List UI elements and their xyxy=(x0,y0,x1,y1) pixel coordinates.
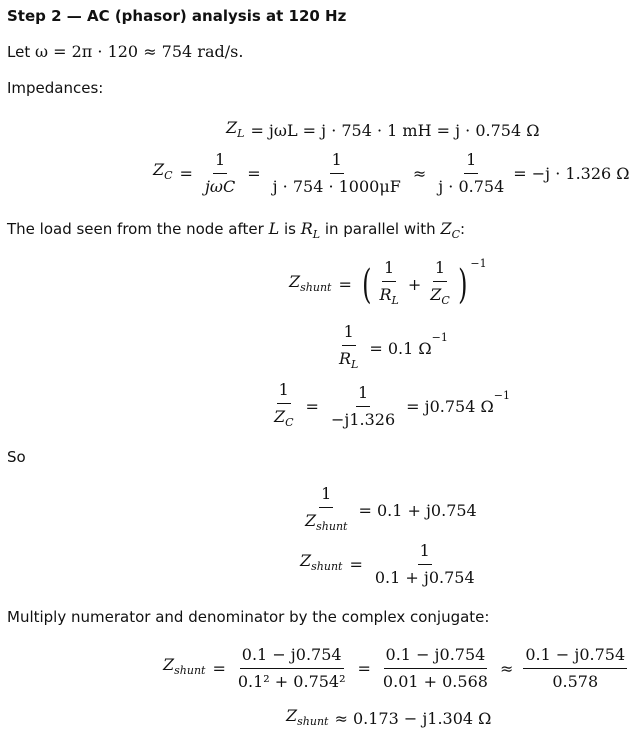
inverse-zshunt-equation: $\frac{1}{Z_{shunt}}$ = 0.1 + j0.754 xyxy=(300,484,477,537)
zshunt-symbol: $Z_{shunt}$ xyxy=(289,271,332,294)
zc-fraction-2: $\frac{1}{j \cdot 754 \cdot 1000\mu F}$ xyxy=(272,150,401,196)
zshunt-equation: $Z_{shunt}$ = $\frac{1}{0.1 + j0.754}$ xyxy=(300,541,475,587)
inverse-zc-mid-fraction: $\frac{1}{-j1.326}$ xyxy=(330,383,396,430)
conj-fraction-3: $\frac{0.1 - j0.754}{0.578}$ xyxy=(525,645,626,691)
zshunt-fraction: $\frac{1}{0.1 + j0.754}$ xyxy=(374,541,475,587)
impedances-label: Impedances: xyxy=(7,79,104,97)
zshunt-definition: $Z_{shunt}$ = ( $\frac{1}{R_L}$ + $\frac{1}{Z_C}$ ) $^{-1}$ xyxy=(289,258,487,311)
inverse-zshunt-fraction: $\frac{1}{Z_{shunt}}$ xyxy=(305,484,348,534)
zl-equation xyxy=(226,118,540,144)
inverse-zc-fraction: $\frac{1}{Z_C}$ xyxy=(274,380,294,430)
so-label: So xyxy=(7,448,26,466)
let-text: Let xyxy=(7,43,35,61)
conj-fraction-1: $\frac{0.1 - j0.754}{\text{0.1² + 0.754²}}$ xyxy=(237,645,346,691)
zc-result: = −j · 1.326 Ω xyxy=(513,163,630,183)
conjugate-equation: $Z_{shunt}$ = $\frac{0.1 - j0.754}{\text{0.1² + 0.754²}}$ = $\frac{0.1 - j0.754}{0.01 + 0.568}$ ≈ $\frac{0.1 - j0.754}{0.578}$ xyxy=(163,645,626,691)
conj-fraction-2: $\frac{0.1 - j0.754}{0.01 + 0.568}$ xyxy=(382,645,488,691)
load-sentence: The load seen from the node after L is $R_L$ in parallel with $Z_C$: xyxy=(7,219,466,242)
final-result: $Z_{shunt}$ ≈ 0.173 − j1.304 Ω xyxy=(286,706,492,729)
zshunt-def-fraction-rl: $\frac{1}{R_L}$ xyxy=(379,258,399,308)
step-heading: Step 2 — AC (phasor) analysis at 120 Hz xyxy=(7,7,347,25)
zl-rhs: = jωL = j · 754 · 1 mH = j · 0.754 Ω xyxy=(250,121,540,141)
zl-symbol: $Z_L$ xyxy=(226,118,245,141)
zc-fraction-1: $\frac{1}{\text{jωC}}$ xyxy=(204,150,236,196)
zc-equation: $Z_C$ = $\frac{1}{\text{jωC}}$ = $\frac{1}{j \cdot 754 \cdot 1000\mu F}$ ≈ $\frac{1}{j \cdot 0.754}$ = −j · 1.326 Ω xyxy=(153,150,630,196)
inverse-rl-fraction: $\frac{1}{R_L}$ xyxy=(339,322,359,372)
multiply-sentence: Multiply numerator and denominator by the complex conjugate: xyxy=(7,608,490,626)
omega-equation: ω = 2π · 120 ≈ 754 rad/s. xyxy=(34,42,244,61)
inverse-rl-equation: $\frac{1}{R_L}$ = 0.1 Ω $^{-1}$ xyxy=(334,322,448,375)
zc-fraction-3: $\frac{1}{j \cdot 0.754}$ xyxy=(438,150,505,196)
omega-line xyxy=(7,42,243,62)
zshunt-def-fraction-zc: $\frac{1}{Z_C}$ xyxy=(430,258,450,308)
inverse-zc-equation: $\frac{1}{Z_C}$ = $\frac{1}{-j1.326}$ = j0.754 Ω $^{-1}$ xyxy=(269,380,510,433)
zc-symbol: $Z_C$ xyxy=(153,160,173,183)
